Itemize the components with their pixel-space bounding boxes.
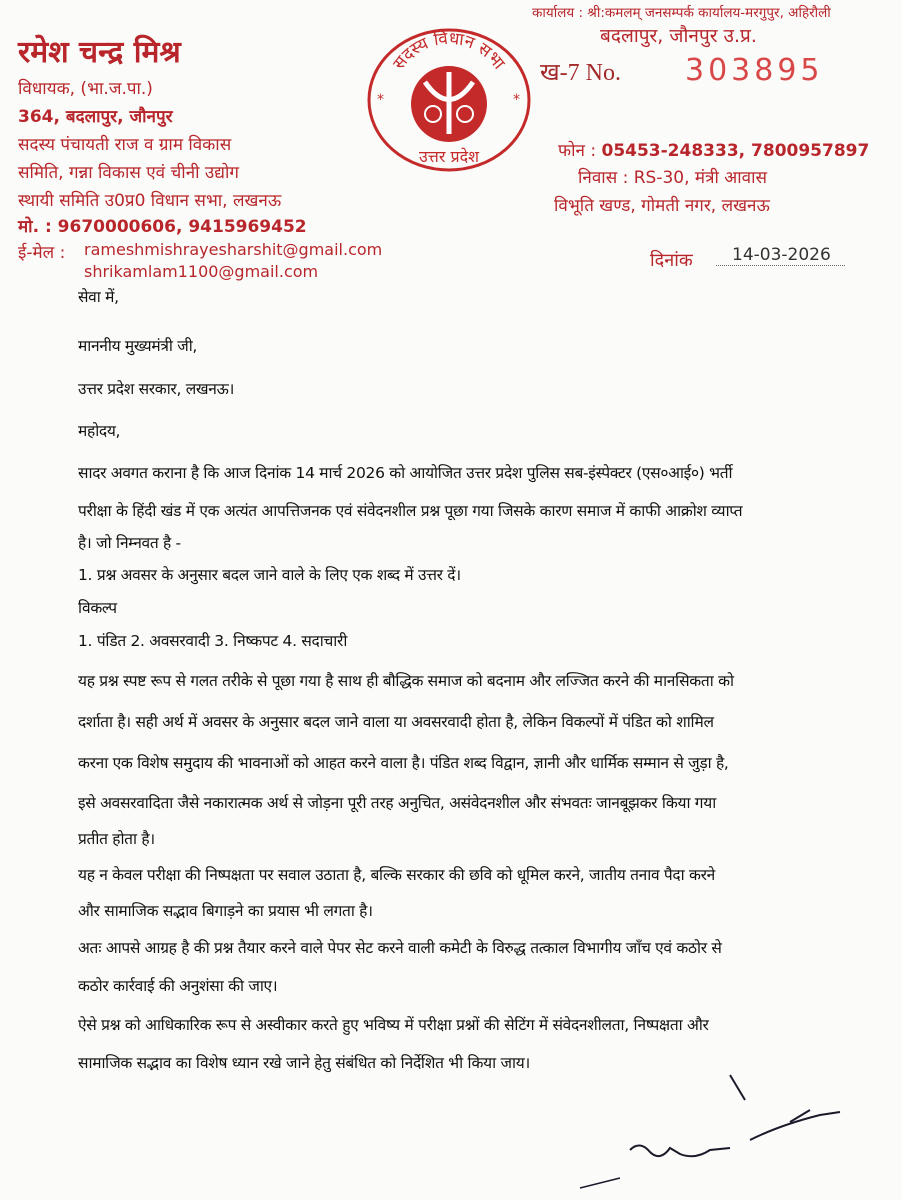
- designation: विधायक, (भा.ज.पा.): [18, 79, 153, 99]
- options-line: 1. पंडित 2. अवसरवादी 3. निष्कपट 4. सदाचारी: [78, 632, 348, 650]
- email-1: rameshmishrayesharshit@gmail.com: [84, 240, 383, 259]
- seal-bottom-text: उत्तर प्रदेश: [419, 147, 479, 166]
- committee-line: स्थायी समिति उ0प्र0 विधान सभा, लखनऊ: [18, 191, 282, 211]
- date-label: दिनांक: [650, 250, 693, 271]
- options-heading: विकल्प: [78, 599, 117, 617]
- residence-line: विभूति खण्ड, गोमती नगर, लखनऊ: [554, 196, 770, 216]
- email-2: shrikamlam1100@gmail.com: [84, 262, 319, 281]
- sender-name: रमेश चन्द्र मिश्र: [18, 35, 181, 70]
- body-line: ऐसे प्रश्न को आधिकारिक रूप से अस्वीकार करते हुए भविष्य में परीक्षा प्रश्नों की सेटिंग में संवेदनशीलता, निष्पक्षता और: [78, 1016, 709, 1034]
- serial-number: 303895: [685, 53, 824, 88]
- serial-prefix: ख-7 No.: [540, 60, 621, 86]
- vidhan-sabha-seal: [365, 22, 533, 172]
- body-line: सादर अवगत कराना है कि आज दिनांक 14 मार्च 2026 को आयोजित उत्तर प्रदेश पुलिस सब-इंस्पेक्टर (एस०आई०) भर्ती: [78, 464, 733, 482]
- mobile-numbers: 9670000606, 9415969452: [57, 217, 307, 237]
- email-label: ई-मेल :: [18, 243, 66, 263]
- constituency: 364, बदलापुर, जौनपुर: [18, 107, 173, 127]
- body-line: इसे अवसरवादिता जैसे नकारात्मक अर्थ से जोड़ना पूरी तरह अनुचित, असंवेदनशील और संभवतः जानबूझकर किया गया: [78, 794, 716, 812]
- office-address: कार्यालय : श्री:कमलम् जनसम्पर्क कार्यालय-मरगुपुर, अहिरौली: [532, 5, 831, 21]
- salutation: महोदय,: [78, 422, 121, 440]
- phone-numbers: 05453-248333, 7800957897: [601, 141, 870, 161]
- date-value: 14-03-2026: [716, 245, 845, 266]
- question-line: 1. प्रश्न अवसर के अनुसार बदल जाने वाले के लिए एक शब्द में उत्तर दें।: [78, 566, 461, 584]
- body-line: करना एक विशेष समुदाय की भावनाओं को आहत करने वाला है। पंडित शब्द विद्वान, ज्ञानी और धार्मिक सम्मान से जुड़ा है,: [78, 754, 729, 772]
- committee-line: समिति, गन्ना विकास एवं चीनी उद्योग: [18, 163, 239, 183]
- svg-text:*: *: [513, 92, 520, 108]
- body-line: और सामाजिक सद्भाव बिगाड़ने का प्रयास भी लगता है।: [78, 902, 373, 920]
- recipient-line: उत्तर प्रदेश सरकार, लखनऊ।: [78, 380, 235, 398]
- body-line: परीक्षा के हिंदी खंड में एक अत्यंत आपत्तिजनक एवं संवेदनशील प्रश्न पूछा गया जिसके कारण समाज में काफी आक्रोश व्याप्त: [78, 502, 743, 520]
- body-line: कठोर कार्रवाई की अनुशंसा की जाए।: [78, 977, 278, 995]
- body-line: अतः आपसे आग्रह है की प्रश्न तैयार करने वाले पेपर सेट करने वाली कमेटी के विरुद्ध तत्काल विभागीय जाँच एवं कठोर से: [78, 939, 722, 957]
- salutation-to: सेवा में,: [78, 288, 119, 306]
- body-line: है। जो निम्नवत है -: [78, 534, 181, 552]
- residence-line: निवास : RS-30, मंत्री आवास: [578, 168, 767, 188]
- office-city: बदलापुर, जौनपुर उ.प्र.: [600, 25, 757, 47]
- recipient-line: माननीय मुख्यमंत्री जी,: [78, 337, 198, 355]
- committee-line: सदस्य पंचायती राज व ग्राम विकास: [18, 135, 232, 155]
- svg-text:*: *: [377, 92, 384, 108]
- mobile-label: मो. :: [18, 217, 52, 237]
- body-line: दर्शाता है। सही अर्थ में अवसर के अनुसार बदल जाने वाला या अवसरवादी होता है, लेकिन विकल्पों में पंडित को शामिल: [78, 713, 714, 731]
- body-line: यह प्रश्न स्पष्ट रूप से गलत तरीके से पूछा गया है साथ ही बौद्धिक समाज को बदनाम और लज्जित करने की मानसिकता को: [78, 672, 734, 690]
- body-line: प्रतीत होता है।: [78, 830, 155, 848]
- body-line: यह न केवल परीक्षा की निष्पक्षता पर सवाल उठाता है, बल्कि सरकार की छवि को धूमिल करने, जातीय तनाव पैदा करने: [78, 866, 715, 884]
- body-line: सामाजिक सद्भाव का विशेष ध्यान रखे जाने हेतु संबंधित को निर्देशित भी किया जाय।: [78, 1054, 530, 1072]
- phone-label: फोन :: [558, 141, 597, 161]
- handwritten-signature: [560, 1070, 860, 1195]
- seal-top-text: सदस्य विधान सभा: [389, 28, 509, 74]
